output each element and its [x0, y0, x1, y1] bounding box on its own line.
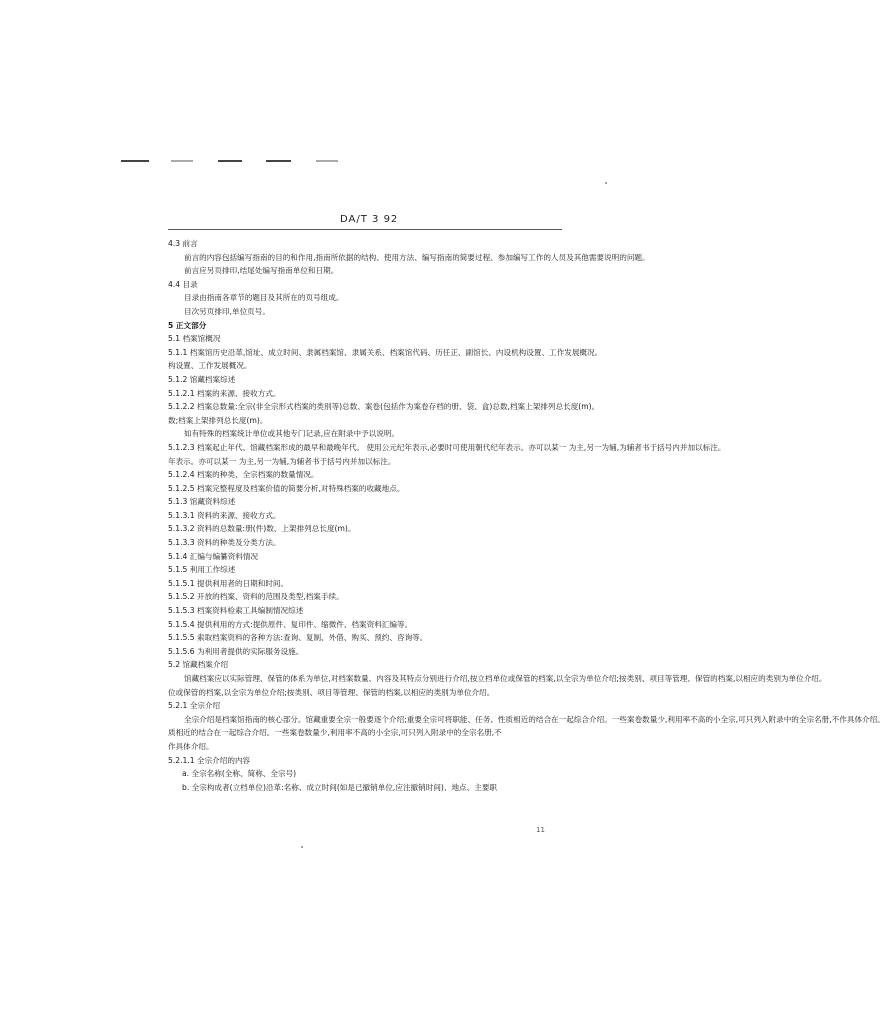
text-line: 5.1.3.1 资料的来源、接收方式。 [168, 510, 281, 520]
text-line: 目次另页排印,单位页号。 [184, 306, 270, 316]
text-line: 目录由指南各章节的题目及其所在的页号组成。 [184, 293, 344, 303]
text-line: 5.1.2.2 档案总数量:全宗(非全宗形式档案的类别等)总数、案卷(包括作为案卷存档的册、袋、盒)总数,档案上架排列总长度(m)。 [168, 402, 600, 412]
document-code: DA/T 3 92 [340, 214, 399, 225]
text-line: 5.2.1.1 全宗介绍的内容 [168, 755, 251, 765]
text-line: 5.1.3 馆藏资料综述 [168, 497, 236, 507]
scan-mark [316, 160, 338, 162]
scan-speck [301, 846, 303, 848]
text-line: 如有特殊的档案统计单位或其他专门记录,应在附录中予以说明。 [184, 429, 400, 439]
text-line: 5.1.5.5 索取档案资料的各种方法:查询、复制、外借、购买、预约、咨询等。 [168, 633, 428, 643]
text-line: 全宗介绍是档案馆指南的核心部分。馆藏重要全宗一般要逐个介绍;重要全宗可将职能、任务、性质相近的结合在一起综合介绍。一些案卷数量少,利用率不高的小全宗,可只列入附录中的全宗名册,不作具体介绍。 [184, 714, 885, 724]
text-line: 构设置、工作发展概况。 [168, 361, 252, 371]
text-line: 前言的内容包括编写指南的目的和作用,指南所依据的结构、使用方法、编写指南的简要过程、参加编写工作的人员及其他需要说明的问题。 [184, 252, 650, 262]
text-line: 5.1.5 利用工作综述 [168, 565, 236, 575]
text-line: 5.1 档案馆概况 [168, 334, 221, 344]
text-line: 5.1.5.6 为利用者提供的实际服务设施。 [168, 646, 304, 656]
text-line: b. 全宗构成者(立档单位)沿革:名称、成立时间(如是已撤销单位,应注撤销时间)、地点、主要职 [182, 782, 498, 792]
text-line: 5.1.2 馆藏档案综述 [168, 374, 236, 384]
text-line: a. 全宗名称(全称、简称、全宗号) [182, 769, 297, 779]
text-line: 年表示。亦可以某一 为主,另一为辅,为辅者书于括号内并加以标注。 [168, 456, 396, 466]
scan-mark [266, 160, 291, 162]
scan-mark [171, 160, 193, 162]
text-line: 5.1.5.4 提供利用的方式:提供原件、复印件、缩微件、档案资料汇编等。 [168, 619, 413, 629]
text-line: 5.1.2.4 档案的种类、全宗档案的数量情况。 [168, 470, 319, 480]
text-line: 位或保管的档案,以全宗为单位介绍;按类别、项目等管理、保管的档案,以相应的类别为单位介绍。 [168, 687, 495, 697]
text-line: 质相近的结合在一起综合介绍。一些案卷数量少,利用率不高的小全宗,可只列入附录中的全宗名册,不 [168, 728, 502, 738]
text-line: 5.1.5.2 开放的档案、资料的范围及类型,档案手续。 [168, 592, 344, 602]
document-body [168, 237, 885, 794]
text-line: 5.2.1 全宗介绍 [168, 701, 221, 711]
scan-speck [605, 182, 607, 184]
header-rule [168, 229, 562, 230]
page-number: 11 [536, 826, 545, 834]
text-line: 5.1.3.2 资料的总数量:册(件)数、上架排列总长度(m)。 [168, 524, 356, 534]
scan-mark [218, 160, 242, 162]
text-line: 5.1.1 档案馆历史沿革,馆址、成立时间、隶属档案馆、隶属关系、档案馆代码、历任正、副馆长、内设机构设置、工作发展概况。 [168, 347, 603, 357]
text-line: 5 正文部分 [168, 320, 207, 330]
text-line: 作具体介绍。 [168, 741, 214, 751]
text-line: 5.1.4 汇编与编纂资料情况 [168, 551, 259, 561]
text-line: 4.3 前言 [168, 239, 198, 248]
text-line: 5.1.3.3 资料的种类及分类方法。 [168, 538, 281, 548]
text-line: 5.1.5.1 提供利用者的日期和时间。 [168, 578, 289, 588]
text-line: 5.1.2.5 档案完整程度及档案价值的简要分析,对特殊档案的收藏地点。 [168, 483, 405, 493]
text-line: 4.4 目录 [168, 279, 198, 289]
text-line: 5.1.2.3 档案起止年代、馆藏档案形成的最早和最晚年代。 使用公元纪年表示,必要时可使用朝代纪年表示。亦可以某一 为主,另一为辅,为辅者书于括号内并加以标注。 [168, 442, 726, 452]
text-line: 前言应另页排印,结尾处编写指南单位和日期。 [184, 266, 339, 276]
text-line: 馆藏档案应以实际管理、保管的体系为单位,对档案数量、内容及其特点分别进行介绍,按立档单位或保管的档案,以全宗为单位介绍;按类别、项目等管理、保管的档案,以相应的类别为单位介绍。 [184, 674, 827, 683]
text-line: 数;档案上架排列总长度(m)。 [168, 415, 268, 425]
scan-mark [121, 160, 149, 162]
text-line: 5.1.5.3 档案资料检索工具编制情况综述 [168, 606, 304, 616]
text-line: 5.1.2.1 档案的来源、接收方式。 [168, 388, 281, 398]
text-line: 5.2 馆藏档案介绍 [168, 660, 229, 670]
